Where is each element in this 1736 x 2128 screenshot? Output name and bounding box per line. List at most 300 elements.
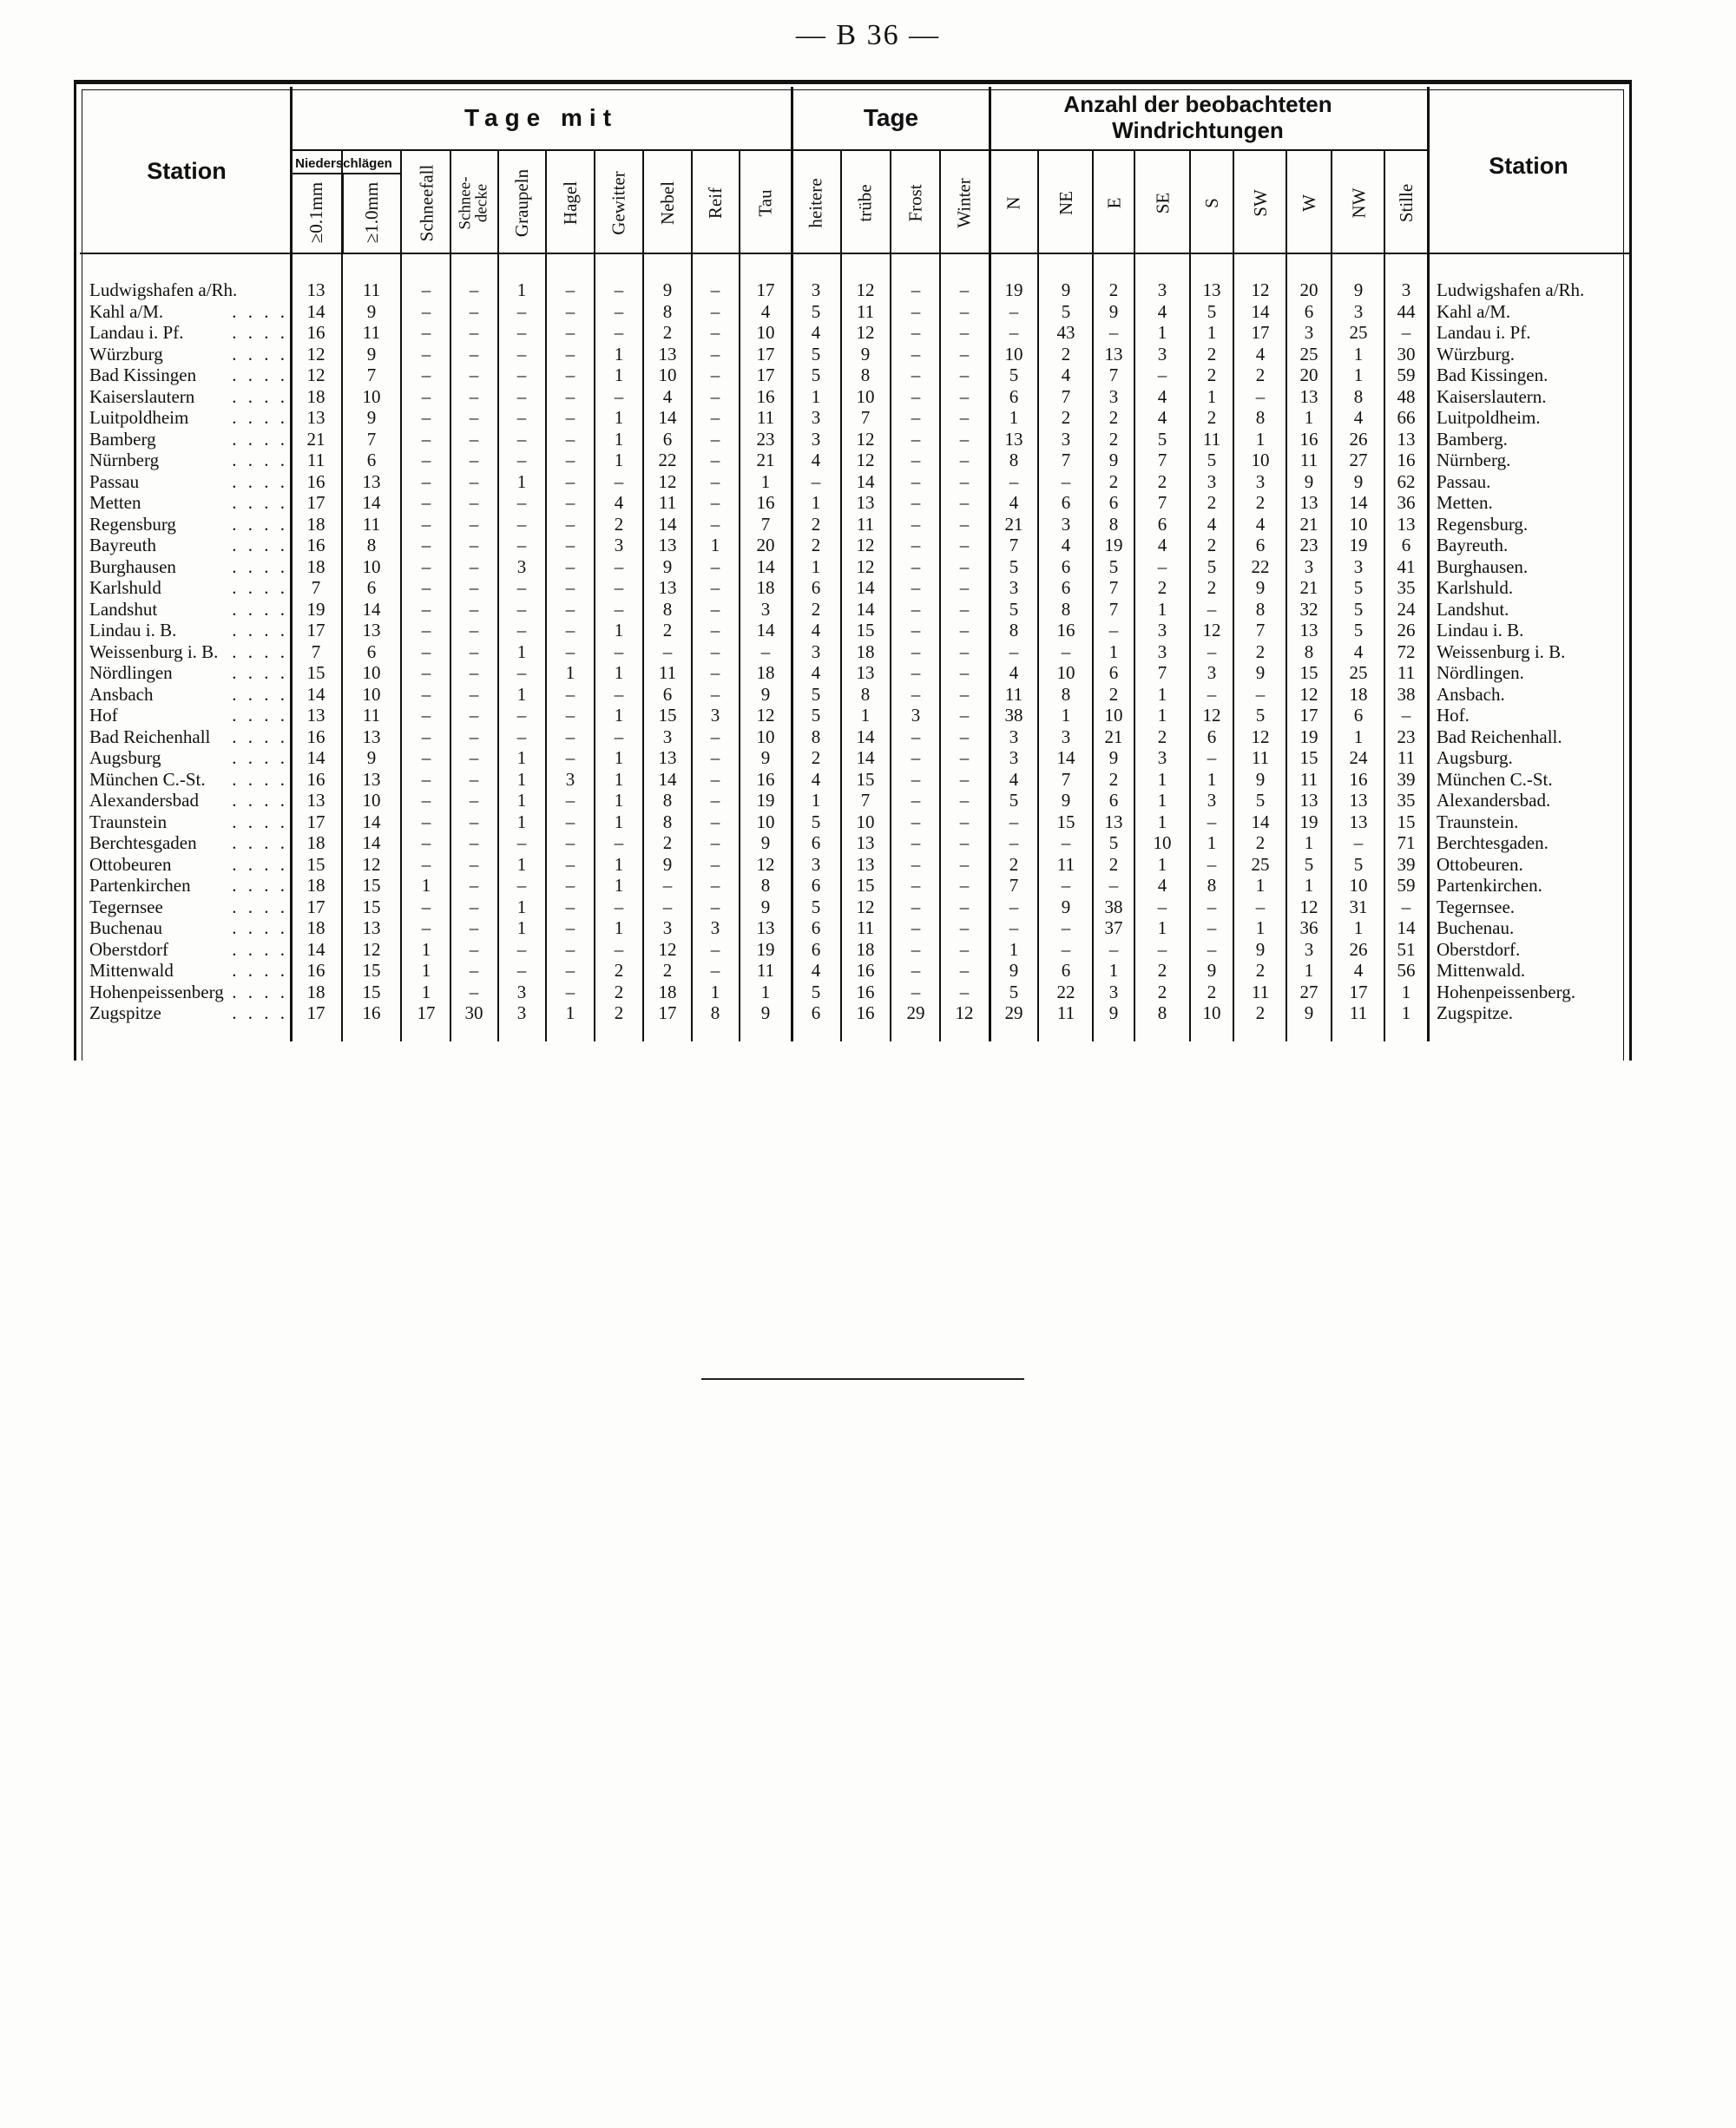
table-cell: 1 bbox=[1207, 322, 1217, 343]
table-cell: 13 bbox=[658, 343, 677, 365]
station-name: Karlshuld bbox=[89, 577, 161, 598]
station-name-right: Lindau i. B. bbox=[1437, 620, 1524, 640]
table-cell: – bbox=[959, 343, 970, 365]
table-cell: 4 bbox=[662, 385, 673, 407]
table-cell: 71 bbox=[1397, 832, 1416, 853]
table-cell: 22 bbox=[658, 450, 677, 470]
table-cell: 1 bbox=[811, 555, 821, 577]
table-cell: 1 bbox=[1304, 875, 1314, 896]
table-cell: 13 bbox=[1104, 343, 1123, 365]
tage-rule bbox=[792, 149, 990, 151]
table-cell: 5 bbox=[1304, 853, 1314, 875]
leader-dots: . . . . bbox=[232, 811, 288, 832]
table-cell: – bbox=[1009, 896, 1019, 917]
table-cell: 13 bbox=[1349, 790, 1368, 811]
table-cell: 14 bbox=[756, 555, 775, 577]
table-cell: 9 bbox=[760, 747, 771, 768]
table-cell: 5 bbox=[1353, 577, 1364, 598]
table-cell: – bbox=[614, 896, 624, 917]
station-name-right: Bayreuth. bbox=[1437, 535, 1509, 555]
table-cell: – bbox=[469, 960, 479, 981]
table-cell: 18 bbox=[306, 513, 326, 535]
table-cell: 16 bbox=[856, 981, 875, 1002]
table-cell: – bbox=[959, 322, 970, 343]
table-cell: 4 bbox=[1255, 343, 1266, 365]
station-name: Traunstein bbox=[89, 811, 168, 832]
table-cell: 2 bbox=[1207, 577, 1217, 598]
table-cell: 5 bbox=[1009, 598, 1019, 620]
table-cell: – bbox=[516, 343, 527, 365]
table-cell: 12 bbox=[1251, 279, 1270, 300]
table-cell: 1 bbox=[710, 535, 720, 555]
table-cell: 1 bbox=[1353, 365, 1364, 385]
table-cell: 3 bbox=[1304, 555, 1314, 577]
station-name: Mittenwald bbox=[89, 960, 174, 981]
table-cell: 9 bbox=[1108, 450, 1119, 470]
table-cell: 8 bbox=[662, 811, 673, 832]
table-cell: – bbox=[911, 832, 921, 853]
column-rule bbox=[290, 87, 293, 1041]
table-cell: 12 bbox=[362, 853, 381, 875]
table-cell: – bbox=[421, 343, 431, 365]
table-cell: 7 bbox=[1157, 662, 1167, 683]
column-header: W bbox=[1298, 194, 1319, 212]
table-cell: – bbox=[959, 853, 970, 875]
table-cell: 1 bbox=[516, 853, 527, 875]
table-cell: – bbox=[565, 811, 575, 832]
table-cell: 4 bbox=[1061, 535, 1071, 555]
table-cell: – bbox=[469, 917, 479, 938]
leader-dots: . . . . bbox=[232, 513, 288, 535]
table-cell: – bbox=[516, 535, 527, 555]
table-cell: – bbox=[516, 577, 527, 598]
table-cell: – bbox=[710, 279, 720, 300]
table-cell: – bbox=[710, 428, 720, 450]
table-cell: – bbox=[911, 811, 921, 832]
table-cell: 1 bbox=[1009, 938, 1019, 960]
table-cell: 1 bbox=[614, 917, 624, 938]
table-cell: – bbox=[911, 960, 921, 981]
table-cell: 4 bbox=[1157, 385, 1167, 407]
table-cell: 6 bbox=[811, 917, 821, 938]
station-name-right: Ludwigshafen a/Rh. bbox=[1437, 279, 1585, 300]
table-cell: 14 bbox=[1251, 811, 1270, 832]
table-cell: 10 bbox=[1202, 1002, 1221, 1023]
table-cell: 10 bbox=[362, 662, 381, 683]
table-cell: 22 bbox=[1056, 981, 1075, 1002]
table-cell: 10 bbox=[1104, 705, 1123, 726]
table-cell: 17 bbox=[306, 1002, 326, 1023]
table-cell: 3 bbox=[1304, 322, 1314, 343]
table-cell: – bbox=[565, 577, 575, 598]
table-cell: 11 bbox=[856, 917, 875, 938]
table-cell: – bbox=[421, 917, 431, 938]
table-cell: 17 bbox=[417, 1002, 436, 1023]
table-cell: – bbox=[662, 896, 673, 917]
table-cell: 5 bbox=[1255, 705, 1266, 726]
station-name-right: Alexandersbad. bbox=[1437, 790, 1551, 811]
table-cell: – bbox=[614, 683, 624, 705]
station-name: Lindau i. B. bbox=[89, 620, 177, 640]
table-cell: 1 bbox=[760, 470, 771, 492]
leader-dots: . . . . bbox=[232, 365, 288, 385]
table-cell: 13 bbox=[1202, 279, 1221, 300]
station-name-right: Augsburg. bbox=[1437, 747, 1513, 768]
table-cell: 15 bbox=[362, 875, 381, 896]
table-cell: 6 bbox=[1207, 726, 1217, 747]
table-cell: – bbox=[662, 640, 673, 662]
table-cell: 7 bbox=[311, 577, 321, 598]
table-cell: 1 bbox=[614, 747, 624, 768]
table-cell: 13 bbox=[658, 577, 677, 598]
station-name: Hof bbox=[89, 705, 118, 726]
station-name-right: München C.-St. bbox=[1437, 768, 1553, 790]
table-cell: – bbox=[421, 300, 431, 322]
table-cell: – bbox=[516, 662, 527, 683]
table-cell: – bbox=[469, 811, 479, 832]
table-cell: 5 bbox=[811, 705, 821, 726]
table-cell: 13 bbox=[658, 535, 677, 555]
table-cell: 12 bbox=[1299, 683, 1318, 705]
station-name: Regensburg bbox=[89, 513, 176, 535]
table-cell: 11 bbox=[856, 300, 875, 322]
table-cell: 17 bbox=[756, 279, 775, 300]
column-header: Frost bbox=[905, 184, 926, 222]
table-cell: – bbox=[959, 726, 970, 747]
table-cell: – bbox=[1353, 832, 1364, 853]
table-cell: 27 bbox=[1349, 450, 1368, 470]
table-cell: – bbox=[565, 981, 575, 1002]
table-cell: 8 bbox=[1009, 620, 1019, 640]
table-cell: 2 bbox=[1157, 960, 1167, 981]
table-cell: 16 bbox=[856, 1002, 875, 1023]
table-cell: 30 bbox=[1397, 343, 1416, 365]
table-cell: 8 bbox=[1255, 598, 1266, 620]
wind-header: Anzahl der beobachteten Windrichtungen bbox=[1063, 91, 1332, 143]
table-cell: 2 bbox=[614, 1002, 624, 1023]
table-cell: 48 bbox=[1397, 385, 1416, 407]
table-cell: 18 bbox=[306, 385, 326, 407]
station-name: Luitpoldheim bbox=[89, 407, 189, 428]
table-cell: 18 bbox=[756, 662, 775, 683]
table-cell: 12 bbox=[1202, 705, 1221, 726]
table-cell: 9 bbox=[760, 683, 771, 705]
table-cell: – bbox=[421, 811, 431, 832]
table-cell: 4 bbox=[1353, 407, 1364, 428]
table-cell: 2 bbox=[662, 620, 673, 640]
table-cell: 2 bbox=[1108, 768, 1119, 790]
table-cell: 10 bbox=[856, 385, 875, 407]
leader-dots: . . . . bbox=[232, 300, 288, 322]
table-cell: 6 bbox=[366, 450, 377, 470]
table-cell: 7 bbox=[1157, 450, 1167, 470]
column-header: Hagel bbox=[560, 181, 581, 226]
table-cell: 4 bbox=[811, 768, 821, 790]
column-header: Schneefall bbox=[416, 164, 437, 242]
table-cell: 7 bbox=[1108, 598, 1119, 620]
table-cell: 4 bbox=[1009, 492, 1019, 513]
table-cell: 7 bbox=[1157, 492, 1167, 513]
table-cell: 10 bbox=[362, 790, 381, 811]
table-cell: 6 bbox=[1157, 513, 1167, 535]
table-cell: – bbox=[710, 662, 720, 683]
table-cell: 1 bbox=[1108, 960, 1119, 981]
table-cell: – bbox=[421, 640, 431, 662]
table-cell: 2 bbox=[1157, 470, 1167, 492]
table-cell: – bbox=[565, 407, 575, 428]
leader-dots: . . . . bbox=[232, 385, 288, 407]
station-name: Bayreuth bbox=[89, 535, 156, 555]
table-cell: 19 bbox=[756, 938, 775, 960]
table-cell: – bbox=[710, 768, 720, 790]
leader-dots: . . . . bbox=[232, 747, 288, 768]
table-cell: 3 bbox=[1157, 640, 1167, 662]
table-cell: – bbox=[565, 428, 575, 450]
table-cell: – bbox=[421, 620, 431, 640]
table-cell: 14 bbox=[1349, 492, 1368, 513]
table-cell: 6 bbox=[811, 938, 821, 960]
table-cell: – bbox=[516, 832, 527, 853]
table-cell: 6 bbox=[1108, 662, 1119, 683]
table-cell: 10 bbox=[1349, 875, 1368, 896]
table-cell: 12 bbox=[1299, 896, 1318, 917]
table-cell: 23 bbox=[756, 428, 775, 450]
table-cell: 1 bbox=[1157, 811, 1167, 832]
leader-dots: . . . . bbox=[232, 896, 288, 917]
table-cell: 11 bbox=[306, 450, 326, 470]
table-cell: 3 bbox=[811, 279, 821, 300]
table-cell: – bbox=[1157, 938, 1167, 960]
table-cell: – bbox=[1009, 322, 1019, 343]
table-cell: 26 bbox=[1349, 428, 1368, 450]
table-cell: – bbox=[565, 960, 575, 981]
table-cell: – bbox=[469, 938, 479, 960]
table-cell: – bbox=[469, 768, 479, 790]
column-rule bbox=[545, 149, 547, 1041]
table-cell: – bbox=[959, 620, 970, 640]
column-rule bbox=[840, 149, 842, 1041]
table-cell: 21 bbox=[306, 428, 326, 450]
table-cell: – bbox=[1255, 385, 1266, 407]
leader-dots: . . . . bbox=[232, 555, 288, 577]
table-cell: – bbox=[516, 365, 527, 385]
table-cell: 32 bbox=[1299, 598, 1318, 620]
table-cell: – bbox=[710, 555, 720, 577]
page-number: — B 36 — bbox=[795, 19, 941, 51]
table-cell: – bbox=[1207, 853, 1217, 875]
table-cell: 15 bbox=[362, 896, 381, 917]
table-cell: 14 bbox=[658, 513, 677, 535]
station-name: Oberstdorf bbox=[89, 938, 168, 960]
table-cell: 8 bbox=[662, 790, 673, 811]
table-cell: 16 bbox=[856, 960, 875, 981]
table-cell: 2 bbox=[1207, 365, 1217, 385]
table-cell: – bbox=[1009, 832, 1019, 853]
table-cell: 1 bbox=[1255, 875, 1266, 896]
table-cell: 9 bbox=[1009, 960, 1019, 981]
station-name-right: Metten. bbox=[1437, 492, 1493, 513]
table-cell: – bbox=[1009, 640, 1019, 662]
table-cell: 37 bbox=[1104, 917, 1123, 938]
table-cell: – bbox=[421, 470, 431, 492]
table-cell: – bbox=[516, 726, 527, 747]
table-cell: 14 bbox=[362, 598, 381, 620]
table-cell: 2 bbox=[1255, 832, 1266, 853]
table-cell: 59 bbox=[1397, 365, 1416, 385]
table-cell: 8 bbox=[811, 726, 821, 747]
table-cell: 1 bbox=[811, 385, 821, 407]
table-cell: 2 bbox=[662, 832, 673, 853]
table-cell: 17 bbox=[306, 811, 326, 832]
table-cell: – bbox=[565, 896, 575, 917]
leader-dots: . . . . bbox=[232, 428, 288, 450]
table-cell: 4 bbox=[1157, 407, 1167, 428]
table-cell: 43 bbox=[1056, 322, 1075, 343]
table-cell: – bbox=[959, 747, 970, 768]
table-cell: – bbox=[710, 938, 720, 960]
table-cell: 12 bbox=[856, 428, 875, 450]
column-header: NW bbox=[1348, 187, 1369, 219]
table-cell: 5 bbox=[1009, 981, 1019, 1002]
column-header: S bbox=[1201, 198, 1222, 208]
station-name: Bad Kissingen bbox=[89, 365, 197, 385]
station-name-right: Ottobeuren. bbox=[1437, 853, 1523, 875]
table-cell: 4 bbox=[760, 300, 771, 322]
table-cell: – bbox=[710, 300, 720, 322]
table-cell: – bbox=[959, 662, 970, 683]
station-name: Partenkirchen bbox=[89, 875, 191, 896]
table-cell: 17 bbox=[756, 343, 775, 365]
table-cell: – bbox=[1157, 365, 1167, 385]
table-cell: 12 bbox=[856, 535, 875, 555]
table-cell: – bbox=[516, 450, 527, 470]
table-cell: 6 bbox=[811, 832, 821, 853]
table-cell: 13 bbox=[1299, 790, 1318, 811]
table-cell: 1 bbox=[811, 790, 821, 811]
table-cell: – bbox=[710, 683, 720, 705]
table-cell: 5 bbox=[1108, 555, 1119, 577]
table-cell: 16 bbox=[1299, 428, 1318, 450]
table-cell: 3 bbox=[911, 705, 921, 726]
table-cell: – bbox=[710, 492, 720, 513]
table-cell: 3 bbox=[1157, 343, 1167, 365]
table-cell: 3 bbox=[1401, 279, 1411, 300]
table-cell: 2 bbox=[1108, 470, 1119, 492]
table-cell: 7 bbox=[1108, 577, 1119, 598]
table-cell: 7 bbox=[1061, 768, 1071, 790]
column-rule bbox=[642, 149, 644, 1041]
table-cell: – bbox=[1061, 938, 1071, 960]
wind-rule bbox=[990, 149, 1428, 151]
table-cell: 15 bbox=[1299, 747, 1318, 768]
table-cell: – bbox=[959, 790, 970, 811]
table-cell: 3 bbox=[811, 428, 821, 450]
table-cell: – bbox=[911, 598, 921, 620]
table-cell: 1 bbox=[614, 768, 624, 790]
table-cell: 25 bbox=[1349, 662, 1368, 683]
table-cell: 7 bbox=[1061, 450, 1071, 470]
leader-dots: . . . . bbox=[232, 917, 288, 938]
table-cell: 11 bbox=[1251, 981, 1270, 1002]
table-cell: 13 bbox=[856, 853, 875, 875]
table-cell: 8 bbox=[366, 535, 377, 555]
station-name-right: Bad Reichenhall. bbox=[1437, 726, 1562, 747]
table-cell: – bbox=[421, 768, 431, 790]
table-cell: 2 bbox=[1108, 279, 1119, 300]
table-cell: – bbox=[959, 365, 970, 385]
table-cell: 8 bbox=[860, 365, 871, 385]
table-cell: 8 bbox=[1009, 450, 1019, 470]
tage-header: Tage bbox=[863, 104, 919, 131]
table-cell: 13 bbox=[658, 747, 677, 768]
table-cell: 18 bbox=[306, 917, 326, 938]
table-cell: 19 bbox=[1004, 279, 1023, 300]
table-cell: 11 bbox=[756, 407, 775, 428]
table-cell: 41 bbox=[1397, 555, 1416, 577]
table-cell: – bbox=[959, 938, 970, 960]
table-cell: 2 bbox=[1061, 407, 1071, 428]
table-cell: 15 bbox=[306, 853, 326, 875]
table-cell: – bbox=[911, 790, 921, 811]
table-cell: 3 bbox=[1207, 470, 1217, 492]
table-cell: 1 bbox=[1353, 343, 1364, 365]
separator-rule bbox=[701, 1378, 1024, 1380]
table-cell: 6 bbox=[1061, 577, 1071, 598]
table-cell: 1 bbox=[1108, 640, 1119, 662]
table-cell: 14 bbox=[362, 832, 381, 853]
table-cell: 72 bbox=[1397, 640, 1416, 662]
table-cell: 8 bbox=[1157, 1002, 1167, 1023]
table-cell: 2 bbox=[1157, 577, 1167, 598]
table-cell: 18 bbox=[306, 875, 326, 896]
table-cell: 1 bbox=[421, 938, 431, 960]
table-cell: – bbox=[710, 407, 720, 428]
table-cell: – bbox=[1009, 917, 1019, 938]
station-name: Berchtesgaden bbox=[89, 832, 197, 853]
table-cell: – bbox=[710, 790, 720, 811]
table-cell: 19 bbox=[306, 598, 326, 620]
table-cell: 14 bbox=[856, 470, 875, 492]
table-cell: – bbox=[614, 832, 624, 853]
table-cell: 15 bbox=[306, 662, 326, 683]
station-name: Nördlingen bbox=[89, 662, 173, 683]
table-cell: – bbox=[469, 683, 479, 705]
table-cell: – bbox=[565, 620, 575, 640]
table-cell: 12 bbox=[955, 1002, 974, 1023]
station-header-right: Station bbox=[1489, 153, 1568, 179]
table-cell: 15 bbox=[856, 875, 875, 896]
leader-dots: . . . . bbox=[232, 322, 288, 343]
table-cell: – bbox=[911, 853, 921, 875]
table-cell: 1 bbox=[614, 811, 624, 832]
table-cell: 8 bbox=[1353, 385, 1364, 407]
table-cell: – bbox=[1108, 875, 1119, 896]
table-cell: 1 bbox=[614, 662, 624, 683]
table-cell: – bbox=[421, 705, 431, 726]
table-cell: 25 bbox=[1251, 853, 1270, 875]
table-cell: 5 bbox=[1353, 598, 1364, 620]
table-cell: 17 bbox=[1251, 322, 1270, 343]
table-cell: 4 bbox=[1009, 768, 1019, 790]
table-cell: 14 bbox=[756, 620, 775, 640]
table-cell: 17 bbox=[306, 492, 326, 513]
table-cell: 14 bbox=[362, 492, 381, 513]
table-cell: 5 bbox=[1207, 450, 1217, 470]
table-cell: 6 bbox=[662, 428, 673, 450]
table-cell: 9 bbox=[1255, 938, 1266, 960]
table-cell: 1 bbox=[614, 343, 624, 365]
table-cell: 9 bbox=[1255, 577, 1266, 598]
